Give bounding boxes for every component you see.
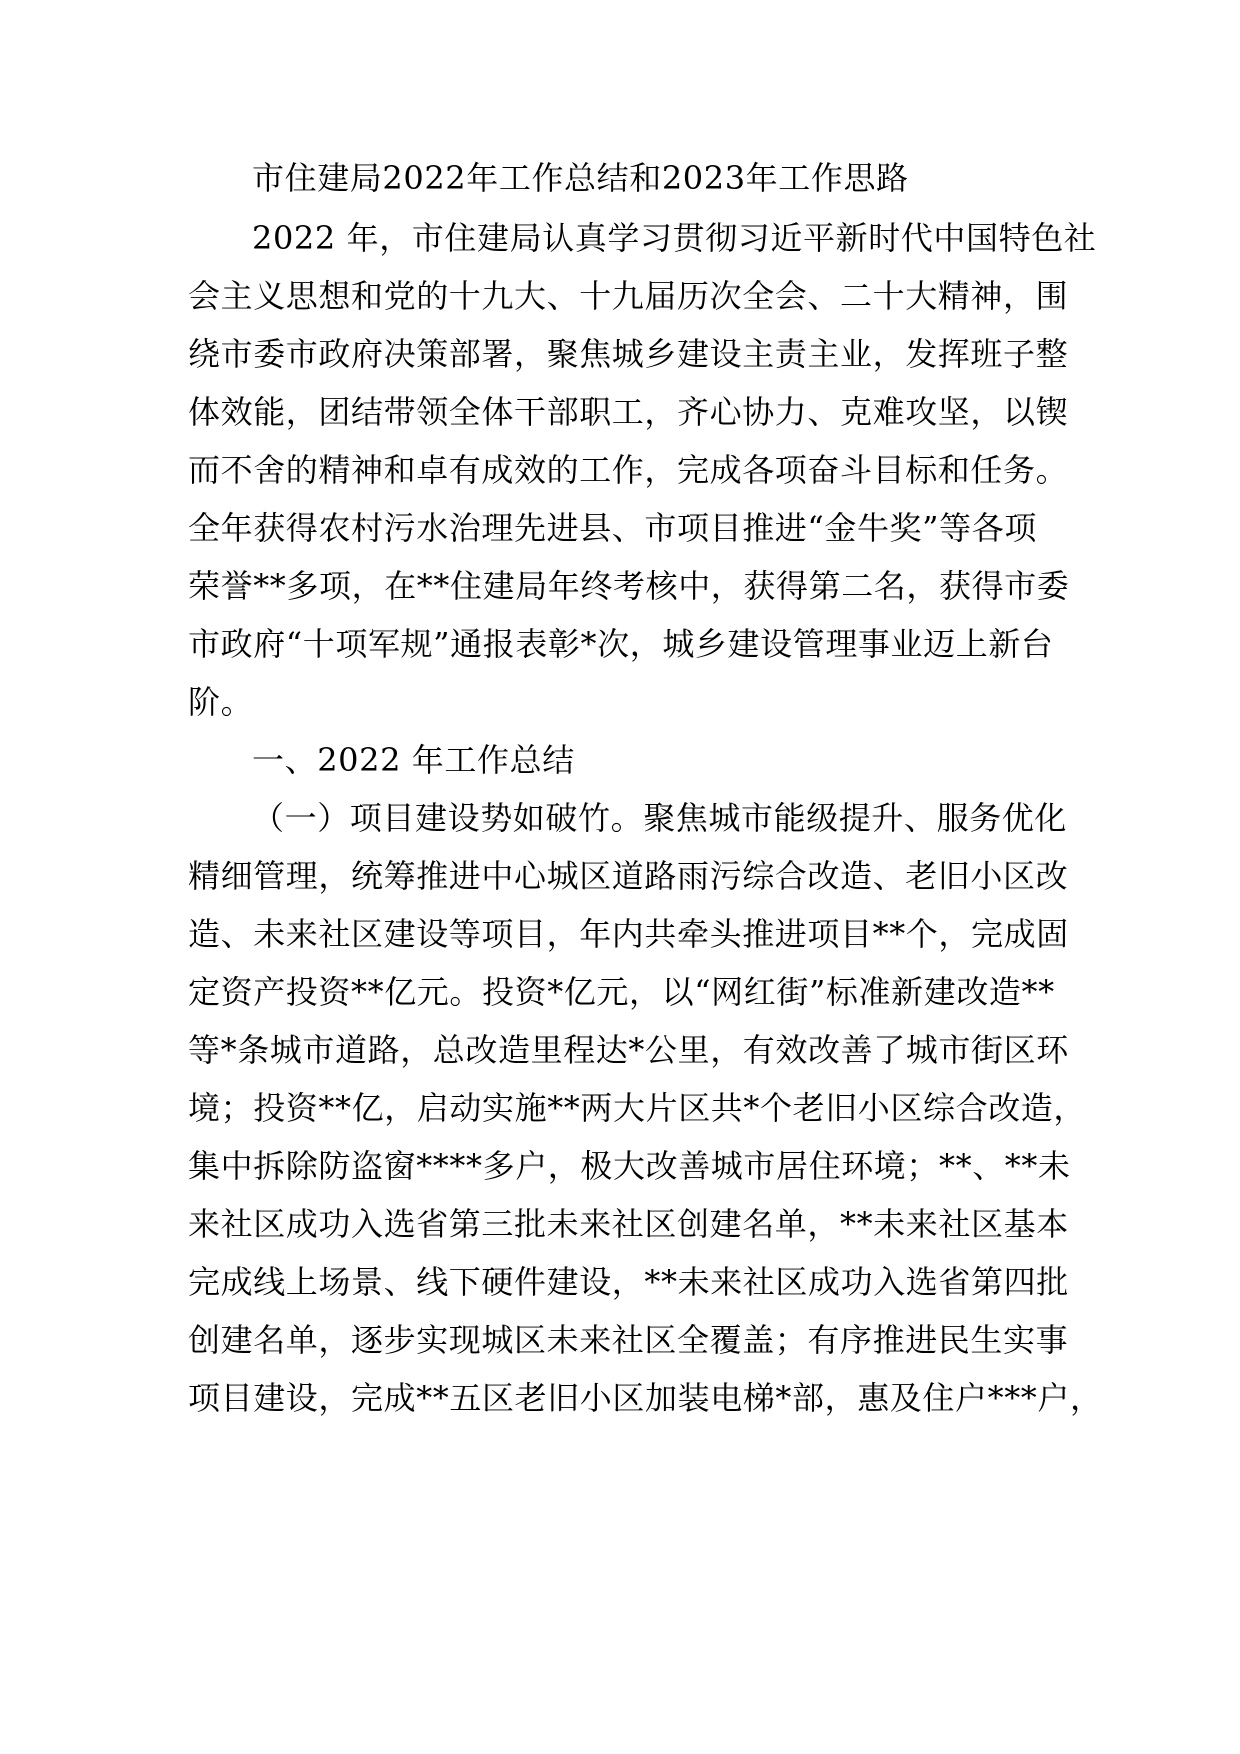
intro-line: 全年获得农村污水治理先进县、市项目推进“金牛奖”等各项 bbox=[188, 509, 1037, 547]
intro-line: 2022 年，市住建局认真学习贯彻习近平新时代中国特色社 bbox=[252, 219, 1097, 257]
intro-line: 市政府“十项军规”通报表彰*次，城乡建设管理事业迈上新台 bbox=[188, 625, 1054, 663]
document-title: 市住建局2022年工作总结和2023年工作思路 bbox=[252, 159, 909, 197]
body-line: （一）项目建设势如破竹。聚焦城市能级提升、服务优化 bbox=[252, 799, 1068, 837]
body-line: 等*条城市道路，总改造里程达*公里，有效改善了城市街区环 bbox=[188, 1031, 1069, 1069]
intro-line: 而不舍的精神和卓有成效的工作，完成各项奋斗目标和任务。 bbox=[188, 451, 1069, 489]
body-line: 定资产投资**亿元。投资*亿元，以“网红街”标准新建改造** bbox=[188, 973, 1055, 1011]
intro-line: 体效能，团结带领全体干部职工，齐心协力、克难攻坚，以锲 bbox=[188, 393, 1069, 431]
body-line: 完成线上场景、线下硬件建设，**未来社区成功入选省第四批 bbox=[188, 1263, 1069, 1301]
section-heading: 一、2022 年工作总结 bbox=[252, 741, 575, 779]
intro-line: 荣誉**多项，在**住建局年终考核中，获得第二名，获得市委 bbox=[188, 567, 1070, 605]
body-line: 来社区成功入选省第三批未来社区创建名单，**未来社区基本 bbox=[188, 1205, 1069, 1243]
body-line: 造、未来社区建设等项目，年内共牵头推进项目**个，完成固 bbox=[188, 915, 1069, 953]
body-line: 集中拆除防盗窗****多户，极大改善城市居住环境；**、**未 bbox=[188, 1147, 1071, 1185]
intro-line: 绕市委市政府决策部署，聚焦城乡建设主责主业，发挥班子整 bbox=[188, 335, 1069, 373]
intro-line: 阶。 bbox=[188, 683, 254, 721]
intro-line: 会主义思想和党的十九大、十九届历次全会、二十大精神，围 bbox=[188, 277, 1069, 315]
body-line: 精细管理，统筹推进中心城区道路雨污综合改造、老旧小区改 bbox=[188, 857, 1069, 895]
body-line: 项目建设，完成**五区老旧小区加装电梯*部，惠及住户***户， bbox=[188, 1379, 1103, 1417]
body-line: 创建名单，逐步实现城区未来社区全覆盖；有序推进民生实事 bbox=[188, 1321, 1069, 1359]
body-line: 境；投资**亿，启动实施**两大片区共*个老旧小区综合改造， bbox=[188, 1089, 1087, 1127]
